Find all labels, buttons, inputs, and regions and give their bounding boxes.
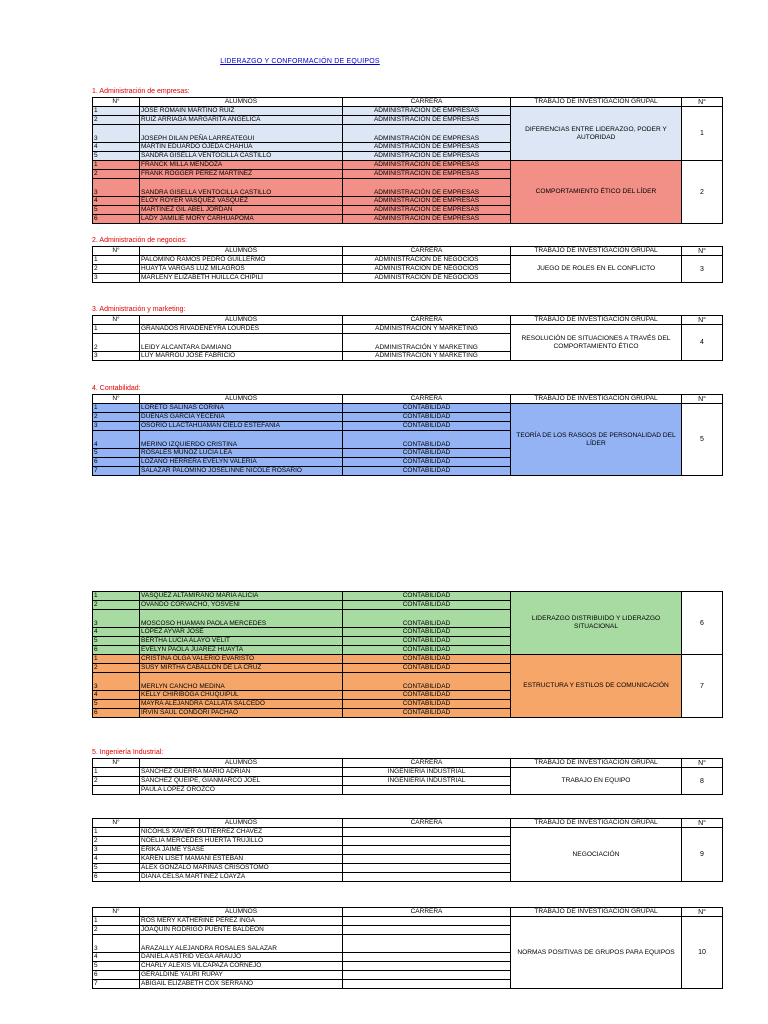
career: ADMINISTRACIÓN DE NEGOCIOS xyxy=(343,256,511,265)
row-number: 1 xyxy=(93,404,140,413)
research-topic: ESTRUCTURA Y ESTILOS DE COMUNICACIÓN xyxy=(511,655,682,718)
header-carrera: CARRERA xyxy=(343,759,511,768)
header-num: N° xyxy=(682,395,723,404)
table-row xyxy=(93,404,723,413)
career: ADMINISTRACIÓN DE EMPRESAS xyxy=(343,197,511,206)
row-number: 3 xyxy=(93,846,140,855)
header-trabajo: TRABAJO DE INVESTIGACIÓN GRUPAL xyxy=(511,819,682,828)
career: ADMINISTRACIÓN DE NEGOCIOS xyxy=(343,274,511,283)
row-number: 5 xyxy=(93,449,140,458)
student-name: LEIDY ALCANTARA DAMIANO xyxy=(140,334,343,352)
career xyxy=(343,864,511,873)
row-number: 3 xyxy=(93,610,140,628)
group-number: 6 xyxy=(682,592,723,655)
row-number: 7 xyxy=(93,980,140,989)
career: ADMINISTRACIÓN Y MARKETING xyxy=(343,334,511,352)
table-row xyxy=(93,917,723,926)
career xyxy=(343,837,511,846)
career xyxy=(343,828,511,837)
page-title: LIDERAZGO Y CONFORMACIÓN DE EQUIPOS xyxy=(220,58,380,65)
career xyxy=(343,980,511,989)
career xyxy=(343,855,511,864)
header-n: N° xyxy=(93,759,140,768)
header-num: N° xyxy=(682,819,723,828)
row-number: 7 xyxy=(93,467,140,476)
header-trabajo: TRABAJO DE INVESTIGACIÓN GRUPAL xyxy=(511,316,682,325)
career: ADMINISTRACIÓN DE EMPRESAS xyxy=(343,125,511,143)
row-number: 6 xyxy=(93,971,140,980)
career: ADMINISTRACIÓN DE EMPRESAS xyxy=(343,179,511,197)
career: CONTABILIDAD xyxy=(343,467,511,476)
student-name: KAREN LISET MAMANI ESTEBAN xyxy=(140,855,343,864)
row-number: 2 xyxy=(93,413,140,422)
section-title: 5. Ingeniería Industrial: xyxy=(92,749,164,756)
student-name: LORETO SALINAS CORINA xyxy=(140,404,343,413)
career: ADMINISTRACIÓN DE EMPRESAS xyxy=(343,152,511,161)
research-topic: COMPORTAMIENTO ÉTICO DEL LÍDER xyxy=(511,161,682,224)
student-name: FRANCK MILLA MENDOZA xyxy=(140,161,343,170)
student-name: PAULA LOPEZ OROZCO xyxy=(140,786,343,795)
row-number: 1 xyxy=(93,592,140,601)
student-name: GERALDINE YAURI RUPAY xyxy=(140,971,343,980)
row-number: 2 xyxy=(93,334,140,352)
career xyxy=(343,926,511,935)
career: CONTABILIDAD xyxy=(343,449,511,458)
row-number: 3 xyxy=(93,125,140,143)
group-number: 5 xyxy=(682,404,723,476)
table-header xyxy=(93,316,723,325)
table-header xyxy=(93,819,723,828)
header-num: N° xyxy=(682,908,723,917)
student-name: LUY MARROU JOSE FABRICIO xyxy=(140,352,343,361)
row-number: 1 xyxy=(93,107,140,116)
career: ADMINISTRACIÓN Y MARKETING xyxy=(343,352,511,361)
career: CONTABILIDAD xyxy=(343,664,511,673)
row-number: 3 xyxy=(93,422,140,431)
career xyxy=(343,962,511,971)
student-name: OSORIO LLACTAHUAMAN CIELO ESTEFANIA xyxy=(140,422,343,431)
student-name: SANDRA GISELLA VENTOCILLA CASTILLO xyxy=(140,152,343,161)
student-name: JOSEPH DILAN PEÑA LARREATEGUI xyxy=(140,125,343,143)
header-alumnos: ALUMNOS xyxy=(140,98,343,107)
research-topic: NORMAS POSITIVAS DE GRUPOS PARA EQUIPOS xyxy=(511,917,682,989)
student-name: RUIZ ARRIAGA MARGARITA ANGELICA xyxy=(140,116,343,125)
career: CONTABILIDAD xyxy=(343,458,511,467)
header-alumnos: ALUMNOS xyxy=(140,819,343,828)
career xyxy=(343,786,511,795)
header-carrera: CARRERA xyxy=(343,395,511,404)
group-number: 10 xyxy=(682,917,723,989)
table-header xyxy=(93,908,723,917)
career: INGENIERÍA INDUSTRIAL xyxy=(343,768,511,777)
header-carrera: CARRERA xyxy=(343,908,511,917)
row-number: 3 xyxy=(93,179,140,197)
row-number: 1 xyxy=(93,917,140,926)
career xyxy=(343,846,511,855)
row-number: 1 xyxy=(93,256,140,265)
group-table xyxy=(92,97,723,224)
career xyxy=(343,873,511,882)
student-name: SANCHEZ QUEIPE, GIANMARCO JOEL xyxy=(140,777,343,786)
student-name: DUEÑAS GARCIA YECENIA xyxy=(140,413,343,422)
row-number: 2 xyxy=(93,837,140,846)
row-number: 6 xyxy=(93,873,140,882)
header-trabajo: TRABAJO DE INVESTIGACIÓN GRUPAL xyxy=(511,759,682,768)
student-name: FRANK ROGGER PÉREZ MARTÍNEZ xyxy=(140,170,343,179)
student-name: ROS MERY KATHERINE PEREZ INGA xyxy=(140,917,343,926)
career: CONTABILIDAD xyxy=(343,413,511,422)
student-name: MERINO IZQUIERDO CRISTINA xyxy=(140,431,343,449)
student-name: ELOY ROYER VASQUEZ VASQUEZ xyxy=(140,197,343,206)
group-number: 7 xyxy=(682,655,723,718)
career: CONTABILIDAD xyxy=(343,422,511,431)
student-name: DANIELA ASTRID VEGA ARAUJO xyxy=(140,953,343,962)
group-table xyxy=(92,907,723,989)
row-number: 2 xyxy=(93,664,140,673)
career: CONTABILIDAD xyxy=(343,655,511,664)
table-row xyxy=(93,828,723,837)
research-topic: TEORÍA DE LOS RASGOS DE PERSONALIDAD DEL LÍDER xyxy=(511,404,682,476)
row-number: 4 xyxy=(93,691,140,700)
career: CONTABILIDAD xyxy=(343,646,511,655)
row-number: 3 xyxy=(93,274,140,283)
student-name: SANDRA GISELLA VENTOCILLA CASTILLO xyxy=(140,179,343,197)
row-number: 4 xyxy=(93,855,140,864)
header-num: N° xyxy=(682,316,723,325)
header-alumnos: ALUMNOS xyxy=(140,247,343,256)
group-number: 1 xyxy=(682,107,723,161)
career: ADMINISTRACIÓN DE EMPRESAS xyxy=(343,107,511,116)
research-topic: LIDERAZGO DISTRIBUIDO Y LIDERAZGO SITUACIONAL xyxy=(511,592,682,655)
career xyxy=(343,935,511,953)
table-row xyxy=(93,107,723,116)
header-num: N° xyxy=(682,247,723,256)
student-name: HUAYTA VARGAS LUZ MILAGROS xyxy=(140,265,343,274)
table-row xyxy=(93,768,723,777)
table-header xyxy=(93,247,723,256)
row-number: 6 xyxy=(93,709,140,718)
row-number: 4 xyxy=(93,628,140,637)
research-topic: DIFERENCIAS ENTRE LIDERAZGO, PODER Y AUTORIDAD xyxy=(511,107,682,161)
header-alumnos: ALUMNOS xyxy=(140,395,343,404)
header-n: N° xyxy=(93,316,140,325)
career xyxy=(343,971,511,980)
header-carrera: CARRERA xyxy=(343,316,511,325)
row-number: 3 xyxy=(93,935,140,953)
header-n: N° xyxy=(93,98,140,107)
career: CONTABILIDAD xyxy=(343,592,511,601)
header-n: N° xyxy=(93,819,140,828)
career: CONTABILIDAD xyxy=(343,637,511,646)
group-table xyxy=(92,591,723,718)
group-table xyxy=(92,818,723,882)
student-name: MAYRA ALEJANDRA CALLATA SALCEDO xyxy=(140,700,343,709)
student-name: MOSCOSO HUAMAN PAOLA MERCEDES xyxy=(140,610,343,628)
research-topic: JUEGO DE ROLES EN EL CONFLICTO xyxy=(511,256,682,283)
student-name: DIANA CELSA MARTINEZ LOAYZA xyxy=(140,873,343,882)
student-name: MERLYN CANCHO MEDINA xyxy=(140,673,343,691)
student-name: SUSY MIRTHA CABALLÓN DE LA CRUZ xyxy=(140,664,343,673)
career: ADMINISTRACIÓN Y MARKETING xyxy=(343,325,511,334)
student-name: ALEX GONZALO MARIÑAS CRISOSTOMO xyxy=(140,864,343,873)
header-trabajo: TRABAJO DE INVESTIGACIÓN GRUPAL xyxy=(511,395,682,404)
career xyxy=(343,953,511,962)
row-number: 6 xyxy=(93,458,140,467)
group-number: 8 xyxy=(682,768,723,795)
table-header xyxy=(93,759,723,768)
student-name: NOELIA MERCEDES HUERTA TRUJILLO xyxy=(140,837,343,846)
row-number: 2 xyxy=(93,170,140,179)
header-n: N° xyxy=(93,247,140,256)
group-table xyxy=(92,394,723,476)
group-table xyxy=(92,758,723,795)
career: CONTABILIDAD xyxy=(343,431,511,449)
career: ADMINISTRACIÓN DE EMPRESAS xyxy=(343,161,511,170)
row-number xyxy=(93,786,140,795)
row-number: 5 xyxy=(93,152,140,161)
group-number: 9 xyxy=(682,828,723,882)
student-name: SANCHEZ GUERRA MARIO ADRIAN xyxy=(140,768,343,777)
header-carrera: CARRERA xyxy=(343,819,511,828)
student-name: ROSALES MUÑOZ LUCIA LEA xyxy=(140,449,343,458)
row-number: 4 xyxy=(93,431,140,449)
row-number: 2 xyxy=(93,116,140,125)
group-table xyxy=(92,246,723,283)
header-trabajo: TRABAJO DE INVESTIGACIÓN GRUPAL xyxy=(511,98,682,107)
section-title: 2. Administración de negocios: xyxy=(92,237,187,244)
row-number: 5 xyxy=(93,206,140,215)
header-trabajo: TRABAJO DE INVESTIGACIÓN GRUPAL xyxy=(511,908,682,917)
research-topic: RESOLUCIÓN DE SITUACIONES A TRAVÉS DEL COMPORTAMIENTO ÉTICO xyxy=(511,325,682,361)
career: ADMINISTRACIÓN DE EMPRESAS xyxy=(343,215,511,224)
row-number: 5 xyxy=(93,637,140,646)
section-title: 3. Administración y marketing: xyxy=(92,306,186,313)
section-title: 1. Administración de empresas: xyxy=(92,88,190,95)
group-table xyxy=(92,315,723,361)
row-number: 1 xyxy=(93,768,140,777)
career: ADMINISTRACIÓN DE NEGOCIOS xyxy=(343,265,511,274)
student-name: VASQUEZ ALTAMIRANO MARIA ALICIA xyxy=(140,592,343,601)
group-number: 2 xyxy=(682,161,723,224)
student-name: IRVIN SAÚL CONDORI PACHAO xyxy=(140,709,343,718)
student-name: NICOHLS XAVIER GUTIERREZ CHAVEZ xyxy=(140,828,343,837)
header-trabajo: TRABAJO DE INVESTIGACIÓN GRUPAL xyxy=(511,247,682,256)
career xyxy=(343,917,511,926)
student-name: CHARLY ALEXIS VILCAPAZA CORNEJO xyxy=(140,962,343,971)
research-topic: NEGOCIACIÓN xyxy=(511,828,682,882)
student-name: OVANDO CORVACHO, YOSVENI xyxy=(140,601,343,610)
student-name: ABIGAIL ELIZABETH COX SERRANO xyxy=(140,980,343,989)
header-n: N° xyxy=(93,908,140,917)
student-name: MARLENY ELIZABETH HUILLCA CHIPILI xyxy=(140,274,343,283)
row-number: 2 xyxy=(93,777,140,786)
group-number: 4 xyxy=(682,325,723,361)
row-number: 5 xyxy=(93,700,140,709)
student-name: PALOMINO RAMOS PEDRO GUILLERMO xyxy=(140,256,343,265)
student-name: GRANADOS RIVADENEYRA LOURDES xyxy=(140,325,343,334)
career: CONTABILIDAD xyxy=(343,709,511,718)
row-number: 4 xyxy=(93,143,140,152)
career: INGENIERÍA INDUSTRIAL xyxy=(343,777,511,786)
row-number: 1 xyxy=(93,161,140,170)
student-name: BERTHA LUCIA ALAYO VELIT xyxy=(140,637,343,646)
table-row xyxy=(93,655,723,664)
row-number: 2 xyxy=(93,926,140,935)
career: CONTABILIDAD xyxy=(343,628,511,637)
student-name: MARTIN EDUARDO OJEDA CHAHUA xyxy=(140,143,343,152)
student-name: ERIKA JAIME YSASE xyxy=(140,846,343,855)
header-num: N° xyxy=(682,98,723,107)
table-header xyxy=(93,98,723,107)
career: CONTABILIDAD xyxy=(343,691,511,700)
career: CONTABILIDAD xyxy=(343,404,511,413)
row-number: 2 xyxy=(93,601,140,610)
student-name: JOAQUÍN RODRIGO PUENTE BALDEÓN xyxy=(140,926,343,935)
career: CONTABILIDAD xyxy=(343,700,511,709)
student-name: ARAZALLY ALEJANDRA ROSALES SALAZAR xyxy=(140,935,343,953)
row-number: 6 xyxy=(93,646,140,655)
row-number: 3 xyxy=(93,673,140,691)
row-number: 1 xyxy=(93,828,140,837)
career: CONTABILIDAD xyxy=(343,673,511,691)
row-number: 1 xyxy=(93,655,140,664)
student-name: LÓPEZ AYVAR JOSÉ xyxy=(140,628,343,637)
student-name: MARTINEZ GIL ABEL JORDAN xyxy=(140,206,343,215)
career: ADMINISTRACIÓN DE EMPRESAS xyxy=(343,116,511,125)
header-num: N° xyxy=(682,759,723,768)
row-number: 1 xyxy=(93,325,140,334)
row-number: 6 xyxy=(93,215,140,224)
header-alumnos: ALUMNOS xyxy=(140,908,343,917)
student-name: SALAZAR PALOMINO JOSELINNE NICOLE ROSARIO xyxy=(140,467,343,476)
row-number: 5 xyxy=(93,864,140,873)
row-number: 3 xyxy=(93,352,140,361)
section-title: 4. Contabilidad: xyxy=(92,385,141,392)
student-name: KELLY CHIRIBOGA CHUQUIPUL xyxy=(140,691,343,700)
table-row xyxy=(93,256,723,265)
student-name: EVELYN PAOLA JUAREZ HUAYTA xyxy=(140,646,343,655)
header-n: N° xyxy=(93,395,140,404)
table-header xyxy=(93,395,723,404)
header-alumnos: ALUMNOS xyxy=(140,759,343,768)
table-row xyxy=(93,592,723,601)
career: CONTABILIDAD xyxy=(343,610,511,628)
header-carrera: CARRERA xyxy=(343,247,511,256)
career: ADMINISTRACIÓN DE EMPRESAS xyxy=(343,143,511,152)
row-number: 5 xyxy=(93,962,140,971)
career: ADMINISTRACIÓN DE EMPRESAS xyxy=(343,170,511,179)
row-number: 4 xyxy=(93,197,140,206)
table-row xyxy=(93,325,723,334)
header-alumnos: ALUMNOS xyxy=(140,316,343,325)
row-number: 2 xyxy=(93,265,140,274)
student-name: LADY JAMILIE MORY CARHUAPOMA xyxy=(140,215,343,224)
table-row xyxy=(93,161,723,170)
student-name: CRISTINA OLGA VALERIO EVARISTO xyxy=(140,655,343,664)
row-number: 4 xyxy=(93,953,140,962)
student-name: LOZANO HERRERA EVELYN VALERIA xyxy=(140,458,343,467)
career: CONTABILIDAD xyxy=(343,601,511,610)
group-number: 3 xyxy=(682,256,723,283)
header-carrera: CARRERA xyxy=(343,98,511,107)
career: ADMINISTRACIÓN DE EMPRESAS xyxy=(343,206,511,215)
student-name: JOSE ROMAIN MARTINO RUIZ xyxy=(140,107,343,116)
research-topic: TRABAJO EN EQUIPO xyxy=(511,768,682,795)
